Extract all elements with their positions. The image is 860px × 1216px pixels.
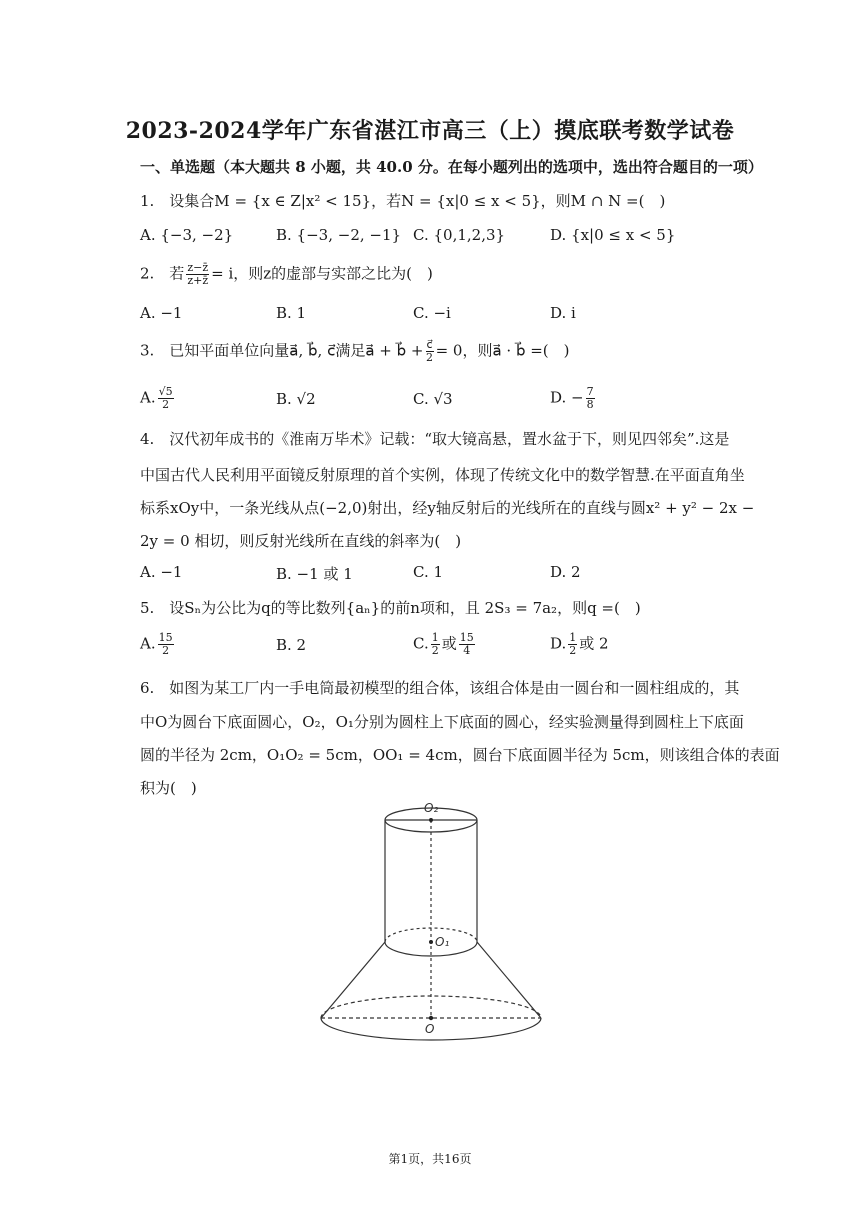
q1-option-d: D. {x|0 ≤ x < 5} xyxy=(550,226,676,244)
q5-d-label: D. xyxy=(550,634,567,653)
q2-stem-pre: 2. 若 xyxy=(140,264,185,283)
q3-a-fraction xyxy=(158,386,174,411)
q3-d-num: 7 xyxy=(586,385,594,398)
question-6-line-3: 圆的半径为 2cm，O₁O₂ = 5cm，OO₁ = 4cm，圆台下底面圆半径为 5cm，则该组合体的表面 xyxy=(140,746,780,764)
frustum-right-side xyxy=(477,942,541,1018)
q5-d-post: 或 2 xyxy=(579,634,609,653)
q3-option-a xyxy=(140,386,176,411)
q3-d-label: D. − xyxy=(550,388,584,407)
label-o1: O₁ xyxy=(435,935,450,949)
question-4-line-2: 中国古代人民利用平面镜反射原理的首个实例，体现了传统文化中的数学智慧.在平面直角坐 xyxy=(140,466,745,484)
question-3-stem xyxy=(140,339,570,364)
q5-a-den: 2 xyxy=(162,644,170,657)
q5-a-num: 15 xyxy=(158,631,173,644)
page-title: 2023-2024学年广东省湛江市高三（上）摸底联考数学试卷 xyxy=(125,118,735,144)
q3-a-label: A. xyxy=(140,388,156,407)
q5-d-fraction xyxy=(568,632,577,657)
q5-option-b: B. 2 xyxy=(276,636,307,654)
label-o2: O₂ xyxy=(424,801,439,815)
q5-c-fraction-2 xyxy=(459,632,475,657)
page-footer: 第1页，共16页 xyxy=(388,1152,472,1166)
q5-c-or: 或 xyxy=(441,634,457,653)
q2-option-b: B. 1 xyxy=(276,304,307,322)
q1-option-b: B. {−3, −2, −1} xyxy=(276,226,402,244)
q3-option-d xyxy=(550,386,597,411)
q2-option-a: A. −1 xyxy=(140,304,183,322)
q3-stem-post: = 0，则a⃗ · b⃗ =( ) xyxy=(435,341,570,360)
q3-a-num: √5 xyxy=(158,385,173,398)
q2-frac-num: z−z̄ xyxy=(187,261,209,274)
q6-figure xyxy=(310,795,550,1045)
question-4-line-1: 4. 汉代初年成书的《淮南万毕术》记载：“取大镜高悬，置水盆于下，则见四邻矣”.这是 xyxy=(140,430,730,448)
q3-option-b: B. √2 xyxy=(276,390,316,408)
question-4-line-3: 标系xOy中，一条光线从点(−2,0)射出，经y轴反射后的光线所在的直线与圆x² + y² − 2x − xyxy=(140,499,755,517)
q1-option-c: C. {0,1,2,3} xyxy=(413,226,506,244)
point-o xyxy=(429,1016,433,1020)
q5-d-den: 2 xyxy=(569,644,577,657)
q5-d-num: 1 xyxy=(569,631,577,644)
section-heading: 一、单选题（本大题共 8 小题，共 40.0 分。在每小题列出的选项中，选出符合题目的一项） xyxy=(140,158,763,176)
q5-a-label: A. xyxy=(140,634,156,653)
q3-a-den: 2 xyxy=(162,398,170,411)
q3-fraction xyxy=(426,339,434,364)
question-5-stem: 5. 设Sₙ为公比为q的等比数列{aₙ}的前n项和，且 2S₃ = 7a₂，则q =( ) xyxy=(140,599,641,617)
question-6-line-2: 中O为圆台下底面圆心，O₂，O₁分别为圆柱上下底面的圆心，经实验测量得到圆柱上下底面 xyxy=(140,713,744,731)
question-4-line-4: 2y = 0 相切，则反射光线所在直线的斜率为( ) xyxy=(140,532,462,550)
q5-option-d xyxy=(550,632,609,657)
question-1-stem: 1. 设集合M = {x ∈ Z|x² < 15}，若N = {x|0 ≤ x < 5}，则M ∩ N =( ) xyxy=(140,192,666,210)
frustum-left-side xyxy=(321,942,385,1018)
q3-stem-pre: 3. 已知平面单位向量a⃗, b⃗, c⃗满足a⃗ + b⃗ + xyxy=(140,341,424,360)
q3-d-fraction xyxy=(586,386,595,411)
q2-stem-post: = i，则z的虚部与实部之比为( ) xyxy=(211,264,433,283)
q5-c-num-2: 15 xyxy=(459,631,474,644)
q4-option-b: B. −1 或 1 xyxy=(276,565,353,583)
q4-option-a: A. −1 xyxy=(140,563,183,581)
question-6-line-4: 积为( ) xyxy=(140,779,197,797)
q5-c-fraction-1 xyxy=(431,632,440,657)
q2-fraction xyxy=(186,262,209,287)
q3-frac-den: 2 xyxy=(426,351,434,364)
q5-c-den-1: 2 xyxy=(431,644,439,657)
point-o2 xyxy=(429,818,433,822)
question-2-stem xyxy=(140,262,433,287)
q2-option-d: D. i xyxy=(550,304,576,322)
q5-a-fraction xyxy=(158,632,174,657)
q2-frac-den: z+z̄ xyxy=(187,274,209,287)
label-o: O xyxy=(425,1022,435,1036)
q3-option-c: C. √3 xyxy=(413,390,453,408)
q5-c-label: C. xyxy=(413,634,429,653)
question-6-line-1: 6. 如图为某工厂内一手电筒最初模型的组合体，该组合体是由一圆台和一圆柱组成的，其 xyxy=(140,679,740,697)
q5-c-den-2: 4 xyxy=(463,644,471,657)
q5-option-c xyxy=(413,632,477,657)
q4-option-c: C. 1 xyxy=(413,563,444,581)
q5-option-a xyxy=(140,632,176,657)
q3-frac-num: c⃗ xyxy=(426,338,433,351)
point-o1 xyxy=(429,940,433,944)
q3-d-den: 8 xyxy=(586,398,594,411)
q2-option-c: C. −i xyxy=(413,304,451,322)
q1-option-a: A. {−3, −2} xyxy=(140,226,234,244)
q4-option-d: D. 2 xyxy=(550,563,581,581)
q5-c-num-1: 1 xyxy=(431,631,439,644)
